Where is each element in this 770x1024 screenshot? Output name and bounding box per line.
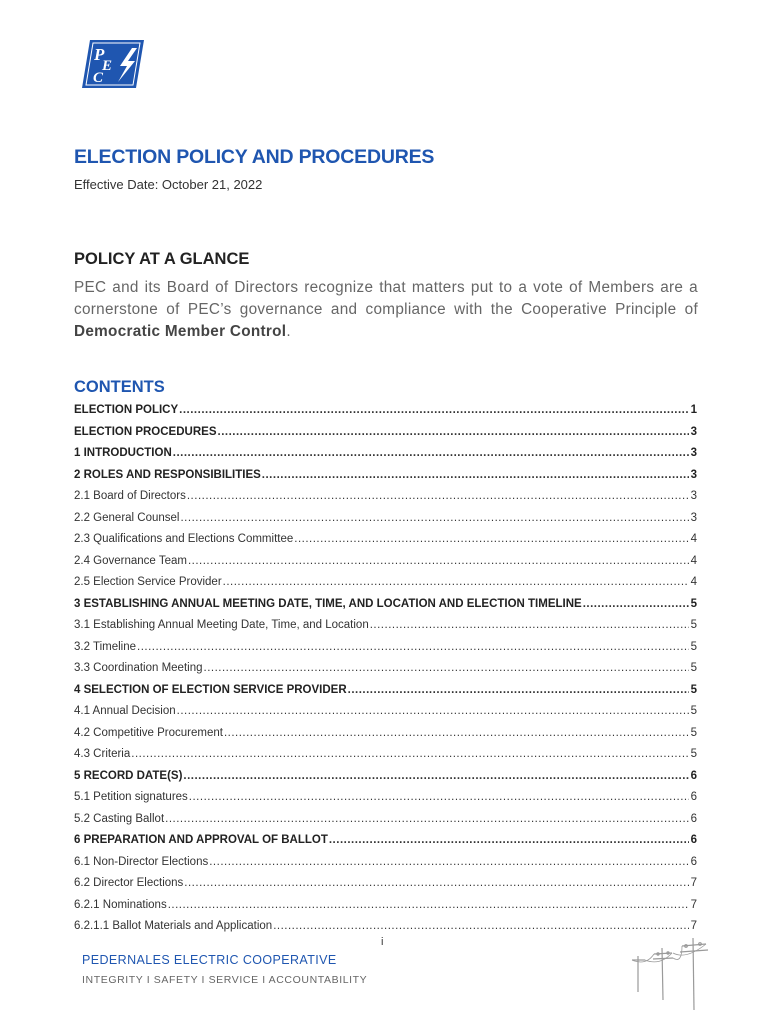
- toc-leader-dots: [177, 705, 689, 717]
- toc-entry-label: 2.1 Board of Directors: [74, 490, 186, 502]
- toc-entry[interactable]: [74, 791, 697, 813]
- toc-entry-page: 4: [690, 554, 697, 567]
- toc-entry[interactable]: [74, 426, 697, 448]
- toc-leader-dots: [262, 469, 689, 481]
- toc-leader-dots: [370, 619, 689, 631]
- toc-entry-label: 2.2 General Counsel: [74, 511, 180, 524]
- toc-entry[interactable]: [74, 920, 697, 942]
- page-number: i: [381, 936, 384, 948]
- policy-glance-body: PEC and its Board of Directors recognize that matters put to a vote of Members are a cornerstone of PEC’s governance and compliance with the Cooperative Principle of: [74, 279, 698, 318]
- toc-entry[interactable]: [74, 619, 697, 641]
- toc-entry-label: 4.1 Annual Decision: [74, 705, 176, 717]
- toc-entry[interactable]: [74, 662, 697, 684]
- toc-entry-page: 3: [690, 490, 697, 502]
- toc-entry[interactable]: [74, 748, 697, 770]
- toc-entry[interactable]: [74, 490, 697, 512]
- toc-entry-page: 6: [690, 791, 697, 803]
- toc-entry-label: ELECTION PROCEDURES: [74, 425, 217, 438]
- toc-entry[interactable]: [74, 598, 697, 620]
- toc-entry[interactable]: [74, 469, 697, 491]
- toc-entry-label: 4.3 Criteria: [74, 748, 131, 760]
- toc-entry[interactable]: [74, 834, 697, 856]
- toc-entry-page: 3: [690, 447, 697, 459]
- toc-leader-dots: [179, 404, 688, 416]
- toc-entry-page: 5: [690, 597, 697, 610]
- document-title: ELECTION POLICY AND PROCEDURES: [74, 146, 435, 168]
- toc-entry-page: 7: [690, 920, 697, 932]
- footer-values: INTEGRITY I SAFETY I SERVICE I ACCOUNTABILITY: [82, 974, 368, 986]
- toc-entry-label: 6.2.1.1 Ballot Materials and Application: [74, 920, 273, 932]
- toc-entry-page: 7: [690, 877, 697, 889]
- table-of-contents: [74, 404, 697, 942]
- toc-entry-page: 5: [690, 705, 697, 717]
- toc-entry-page: 5: [690, 748, 697, 760]
- toc-leader-dots: [294, 533, 688, 545]
- toc-leader-dots: [218, 426, 689, 438]
- toc-leader-dots: [187, 490, 689, 502]
- toc-leader-dots: [189, 791, 689, 803]
- toc-entry[interactable]: [74, 447, 697, 469]
- policy-glance-text: [74, 277, 698, 343]
- toc-entry-label: 5 RECORD DATE(S): [74, 769, 183, 782]
- toc-leader-dots: [348, 684, 689, 696]
- toc-leader-dots: [137, 641, 689, 653]
- svg-text:P: P: [94, 45, 105, 64]
- toc-entry-page: 5: [690, 640, 697, 653]
- toc-entry-label: 6.1 Non-Director Elections: [74, 855, 209, 868]
- toc-entry-page: 6: [690, 812, 697, 825]
- footer-org-name: PEDERNALES ELECTRIC COOPERATIVE: [82, 953, 337, 967]
- toc-entry-label: 5.1 Petition signatures: [74, 791, 188, 803]
- toc-leader-dots: [184, 877, 688, 889]
- toc-entry[interactable]: [74, 727, 697, 749]
- toc-entry[interactable]: [74, 813, 697, 835]
- effective-date: Effective Date: October 21, 2022: [74, 177, 263, 192]
- contents-heading: CONTENTS: [74, 378, 165, 396]
- toc-leader-dots: [188, 555, 689, 567]
- toc-entry-label: 3 ESTABLISHING ANNUAL MEETING DATE, TIME, AND LOCATION AND ELECTION TIMELINE: [74, 597, 582, 610]
- toc-entry-label: 6 PREPARATION AND APPROVAL OF BALLOT: [74, 834, 328, 846]
- toc-leader-dots: [180, 512, 688, 524]
- policy-glance-end: .: [286, 323, 291, 340]
- toc-entry-page: 5: [690, 726, 697, 739]
- toc-entry[interactable]: [74, 705, 697, 727]
- toc-entry-label: 4 SELECTION OF ELECTION SERVICE PROVIDER: [74, 683, 347, 696]
- toc-leader-dots: [583, 598, 689, 610]
- toc-leader-dots: [165, 813, 688, 825]
- toc-leader-dots: [173, 447, 689, 459]
- toc-entry-page: 1: [690, 404, 697, 416]
- toc-entry-label: 5.2 Casting Ballot: [74, 812, 165, 825]
- toc-entry-page: 6: [690, 834, 697, 846]
- toc-entry[interactable]: [74, 684, 697, 706]
- svg-text:E: E: [102, 58, 113, 74]
- toc-leader-dots: [168, 899, 689, 911]
- toc-entry-label: 2.3 Qualifications and Elections Committee: [74, 533, 294, 545]
- toc-entry[interactable]: [74, 555, 697, 577]
- toc-entry[interactable]: [74, 877, 697, 899]
- toc-entry-label: 2 ROLES AND RESPONSIBILITIES: [74, 468, 261, 481]
- toc-entry[interactable]: [74, 899, 697, 921]
- toc-entry-label: 3.2 Timeline: [74, 640, 137, 653]
- toc-entry[interactable]: [74, 641, 697, 663]
- toc-entry-label: ELECTION POLICY: [74, 404, 179, 416]
- toc-entry-label: 3.1 Establishing Annual Meeting Date, Time, and Location: [74, 619, 369, 631]
- toc-entry[interactable]: [74, 533, 697, 555]
- toc-leader-dots: [224, 727, 689, 739]
- toc-entry-page: 7: [690, 898, 697, 911]
- toc-leader-dots: [209, 856, 688, 868]
- toc-leader-dots: [204, 662, 689, 674]
- utility-poles-illustration: [626, 930, 716, 1010]
- toc-entry-page: 6: [690, 855, 697, 868]
- toc-entry-page: 3: [690, 425, 697, 438]
- toc-leader-dots: [329, 834, 689, 846]
- toc-entry-page: 3: [690, 511, 697, 524]
- toc-entry[interactable]: [74, 512, 697, 534]
- toc-leader-dots: [223, 576, 689, 588]
- toc-entry-label: 6.2 Director Elections: [74, 877, 184, 889]
- toc-entry[interactable]: [74, 770, 697, 792]
- toc-entry[interactable]: [74, 576, 697, 598]
- svg-text:C: C: [93, 70, 104, 86]
- toc-entry-page: 4: [690, 533, 697, 545]
- toc-entry-label: 2.4 Governance Team: [74, 554, 187, 567]
- toc-entry-label: 2.5 Election Service Provider: [74, 576, 222, 588]
- toc-entry-page: 6: [690, 769, 697, 782]
- toc-entry[interactable]: [74, 404, 697, 426]
- toc-leader-dots: [183, 770, 688, 782]
- toc-leader-dots: [131, 748, 688, 760]
- toc-entry-page: 4: [690, 576, 697, 588]
- toc-entry-page: 5: [690, 662, 697, 674]
- policy-glance-heading: POLICY AT A GLANCE: [74, 250, 250, 268]
- policy-glance-emphasis: Democratic Member Control: [74, 323, 287, 340]
- toc-entry-label: 3.3 Coordination Meeting: [74, 662, 203, 674]
- toc-entry-label: 4.2 Competitive Procurement: [74, 726, 223, 739]
- toc-entry-page: 5: [690, 683, 697, 696]
- toc-entry[interactable]: [74, 856, 697, 878]
- toc-entry-page: 3: [690, 468, 697, 481]
- pec-logo: [80, 38, 146, 90]
- toc-entry-label: 1 INTRODUCTION: [74, 447, 172, 459]
- toc-entry-page: 5: [690, 619, 697, 631]
- toc-entry-label: 6.2.1 Nominations: [74, 898, 167, 911]
